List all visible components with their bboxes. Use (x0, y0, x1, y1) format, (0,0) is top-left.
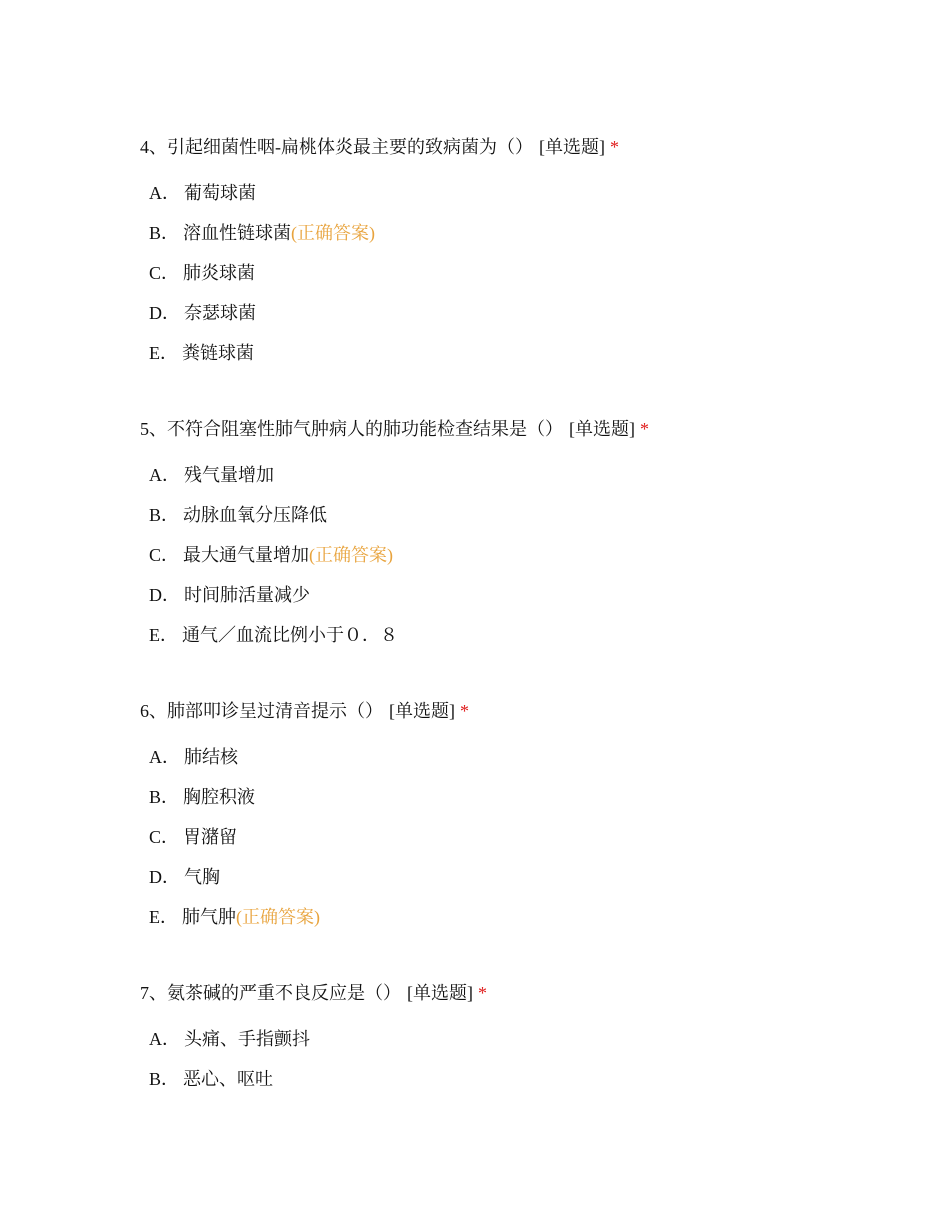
options-list (140, 463, 900, 647)
option-e (149, 341, 900, 365)
required-asterisk: * (478, 983, 487, 1003)
option-text: 气胸 (184, 867, 220, 887)
question-7 (140, 981, 900, 1107)
option-letter: D． (149, 303, 180, 323)
option-a (149, 463, 900, 487)
question-text: 引起细菌性咽-扁桃体炎最主要的致病菌为（） (167, 137, 533, 157)
option-b (149, 221, 900, 245)
question-title (140, 135, 900, 159)
correct-answer-mark: (正确答案) (309, 545, 394, 565)
question-title (140, 981, 900, 1005)
option-letter: D． (149, 585, 180, 605)
question-text: 不符合阻塞性肺气肿病人的肺功能检查结果是（） (167, 419, 563, 439)
option-text: 胃潴留 (183, 827, 238, 847)
option-letter: E． (149, 625, 178, 645)
question-type-label: [单选题] (539, 137, 605, 157)
option-text: 肺气肿 (182, 907, 236, 927)
option-b (149, 785, 900, 809)
option-d (149, 583, 900, 607)
question-title (140, 699, 900, 723)
option-text: 残气量增加 (184, 465, 274, 485)
option-text: 最大通气量增加 (183, 545, 310, 565)
option-text: 动脉血氧分压降低 (183, 505, 328, 525)
option-text: 胸腔积液 (183, 787, 256, 807)
option-letter: D． (149, 867, 180, 887)
option-letter: C． (149, 827, 180, 847)
option-letter: B． (149, 1069, 180, 1089)
option-d (149, 865, 900, 889)
option-letter: B． (149, 787, 180, 807)
correct-answer-mark: (正确答案) (236, 907, 320, 927)
option-letter: B． (149, 223, 180, 243)
question-4 (140, 135, 900, 381)
option-letter: C． (149, 545, 180, 565)
question-number: 6、 (140, 701, 167, 721)
option-text: 溶血性链球菌 (183, 223, 292, 243)
options-list (140, 181, 900, 365)
option-e (149, 623, 900, 647)
option-text: 粪链球菌 (182, 343, 254, 363)
option-a (149, 1027, 900, 1051)
option-c (149, 543, 900, 567)
required-asterisk: * (640, 419, 649, 439)
option-text: 肺炎球菌 (183, 263, 256, 283)
option-d (149, 301, 900, 325)
options-list (140, 745, 900, 929)
option-letter: E． (149, 343, 178, 363)
option-a (149, 745, 900, 769)
option-b (149, 503, 900, 527)
required-asterisk: * (460, 701, 469, 721)
option-text: 时间肺活量减少 (184, 585, 310, 605)
option-letter: B． (149, 505, 180, 525)
question-type-label: [单选题] (569, 419, 635, 439)
option-c (149, 825, 900, 849)
options-list (140, 1027, 900, 1091)
option-text: 奈瑟球菌 (184, 303, 256, 323)
correct-answer-mark: (正确答案) (291, 223, 376, 243)
question-number: 5、 (140, 419, 167, 439)
question-number: 7、 (140, 983, 167, 1003)
question-6 (140, 699, 900, 945)
question-number: 4、 (140, 137, 167, 157)
option-e (149, 905, 900, 929)
option-letter: A． (149, 183, 180, 203)
option-text: 头痛、手指颤抖 (184, 1029, 310, 1049)
required-asterisk: * (610, 137, 619, 157)
option-text: 葡萄球菌 (184, 183, 256, 203)
option-letter: E． (149, 907, 178, 927)
option-c (149, 261, 900, 285)
option-text: 肺结核 (184, 747, 238, 767)
question-title (140, 417, 900, 441)
question-text: 氨茶碱的严重不良反应是（） (167, 983, 401, 1003)
option-b (149, 1067, 900, 1091)
option-text: 恶心、呕吐 (183, 1069, 274, 1089)
option-letter: A． (149, 465, 180, 485)
option-letter: A． (149, 747, 180, 767)
option-a (149, 181, 900, 205)
option-letter: A． (149, 1029, 180, 1049)
question-type-label: [单选题] (389, 701, 455, 721)
question-text: 肺部叩诊呈过清音提示（） (167, 701, 383, 721)
option-text: 通气／血流比例小于０．８ (182, 625, 398, 645)
option-letter: C． (149, 263, 180, 283)
question-5 (140, 417, 900, 663)
question-type-label: [单选题] (407, 983, 473, 1003)
